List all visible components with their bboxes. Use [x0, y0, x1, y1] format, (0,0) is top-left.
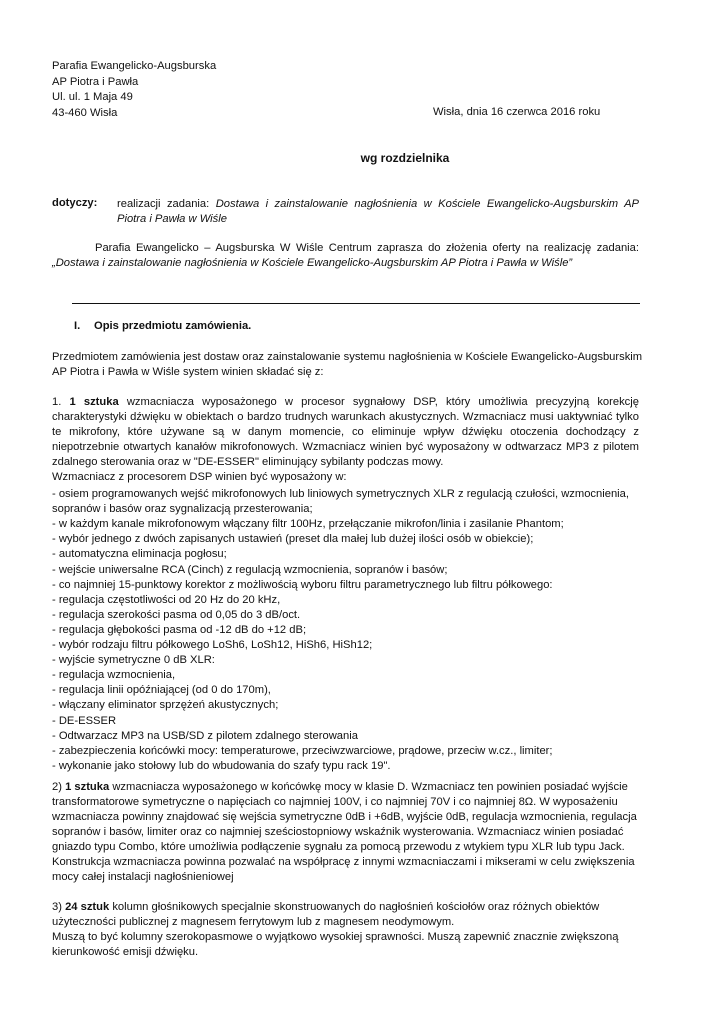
feature-item: - włączany eliminator sprzężeń akustycznych;	[52, 699, 279, 712]
feature-item: - wybór rodzaju filtru półkowego LoSh6, LoSh12, HiSh6, HiSh12;	[52, 639, 373, 651]
feature-item: - automatyczna eliminacja pogłosu;	[52, 548, 227, 561]
body-line: AP Piotra i Pawła w Wiśle system winien składać się z:	[52, 366, 324, 378]
item-2-line: wzmacniacza powinny znajdować się wejścia symetryczne 0dB i +6dB, wyjście 0dB, regulacja wzmocnienia, regulacja	[52, 811, 637, 823]
feature-item: - wybór jednego z dwóch zapisanych ustawień (preset dla małej lub dużej ilości osób w obiekcie);	[52, 533, 534, 546]
item-2-line: gniazdo typu Combo, które umożliwia podłączenie sygnału za pomocą przewodu z wtykiem typu XLR lub typu Jack.	[52, 841, 625, 853]
body-line: Przedmiotem zamówienia jest dostaw oraz zainstalowanie systemu nagłośnienia w Kościele Ewangelicko-Augsburskim	[52, 351, 643, 363]
sender-line: 43-460 Wisła	[52, 106, 118, 119]
item-text: kolumn głośnikowych specjalnie skonstruowanych do nagłośnień kościołów oraz różnych obiektów	[109, 901, 600, 913]
feature-item: - regulacja głębokości pasma od -12 dB do +12 dB;	[52, 623, 307, 636]
item-quantity: 1 sztuka	[69, 396, 119, 408]
item-1-line: Wzmacniacz z procesorem DSP winien być wyposażony w:	[52, 471, 347, 483]
item-1-line	[52, 395, 639, 410]
item-3-line: użyteczności publicznej z magnesem ferrytowym lub z magnesem neodymowym.	[52, 916, 455, 928]
feature-item: - zabezpieczenia końcówki mocy: temperaturowe, przeciwzwarciowe, prądowe, przeciw w.cz., limiter;	[52, 744, 553, 757]
subject-line: Piotra i Pawła w Wiśle	[117, 213, 227, 225]
item-1-line: charakterystyki dźwięku w obiektach o bardzo trudnych warunkach akustycznych. Wzmacniacz musi uaktywniać tylko	[52, 411, 639, 423]
item-quantity: 24 sztuk	[65, 901, 110, 913]
subject-label: dotyczy:	[52, 197, 98, 209]
feature-item: - regulacja linii opóźniającej (od 0 do 170m),	[52, 684, 271, 697]
horizontal-rule	[72, 303, 640, 304]
document-date: Wisła, dnia 16 czerwca 2016 roku	[433, 106, 601, 118]
section-heading	[74, 320, 251, 332]
feature-item: - Odtwarzacz MP3 na USB/SD z pilotem zdalnego sterowania	[52, 729, 358, 742]
feature-item: - DE-ESSER	[52, 714, 117, 727]
feature-item: - osiem programowanych wejść mikrofonowych lub liniowych symetrycznych XLR z regulacją czułości, wzmocnienia,	[52, 488, 629, 500]
item-1-line: te mikrofony, które używane są w danym momencie, co eliminuje wpływ dźwięku otoczenia dochodzący z	[52, 426, 639, 438]
item-number: 3)	[52, 901, 66, 913]
subject-prefix: realizacji zadania:	[117, 198, 216, 210]
item-number: 2)	[52, 781, 66, 793]
item-2-line: mocy całej instalacji nagłośnieniowej	[52, 871, 234, 883]
document-title: wg rozdzielnika	[360, 151, 450, 165]
item-text: wzmacniacza wyposażonego w procesor sygnałowy DSP, który umożliwia precyzyjną korekcję	[118, 396, 639, 408]
sender-line: Ul. ul. 1 Maja 49	[52, 91, 133, 103]
section-number: I.	[74, 320, 81, 332]
item-2-line: transformatorowe symetryczne o napięciach co najmniej 100V, i co najmniej 70V i co najmniej 8Ω. W wyposażeniu	[52, 796, 618, 808]
feature-item: - wykonanie jako stołowy lub do wbudowania do szafy typu rack 19".	[52, 759, 391, 772]
subject-text	[117, 197, 639, 227]
feature-item: - wyjście symetryczne 0 dB XLR:	[52, 654, 215, 667]
sender-address	[52, 59, 216, 121]
item-1-line: zdalnego sterowania oraz w "DE-ESSER" eliminujący sybilanty podczas mowy.	[52, 456, 444, 468]
feature-item: sopranów i basów oraz sygnalizacją przesterowania;	[52, 503, 313, 516]
item-quantity: 1 sztuka	[65, 781, 110, 793]
item-text: wzmacniacza wyposażonego w końcówkę mocy w klasie D. Wzmacniacz ten powinien posiadać wyjście	[109, 781, 628, 793]
item-2-line	[52, 780, 628, 795]
item-2-line: sopranów i basów, limiter oraz co najmniej sześciostopniowy wskaźnik wysterowania. Wzmacniacz winien posiadać	[52, 826, 624, 838]
item-3-line: kierunkowość emisji dźwięku.	[52, 946, 199, 958]
section-title: Opis przedmiotu zamówienia.	[94, 320, 252, 332]
subject-line: Dostawa i zainstalowanie nagłośnienia w Kościele Ewangelicko-Augsburskim AP	[215, 198, 639, 210]
intro-paragraph: Parafia Ewangelicko – Augsburska W Wiśle Centrum zaprasza do złożenia oferty na realizację zadania:	[95, 242, 639, 254]
item-number: 1.	[52, 396, 70, 408]
sender-line: AP Piotra i Pawła	[52, 75, 139, 88]
item-3-line	[52, 900, 599, 915]
item-1-line: niepotrzebnie otwartych kanałów mikrofonowych. Wzmacniacz winien być wyposażony w odtwarzacz MP3 z pilotem	[52, 441, 639, 453]
intro-paragraph: „Dostawa i zainstalowanie nagłośnienia w Kościele Ewangelicko-Augsburskim AP Piotra i Pawła w Wiśle”	[52, 257, 573, 269]
feature-item: - regulacja wzmocnienia,	[52, 669, 176, 682]
item-3-line: Muszą to być kolumny szerokopasmowe o wyjątkowo wysokiej sprawności. Muszą zapewnić znacznie zwiększoną	[52, 931, 619, 943]
sender-line: Parafia Ewangelicko-Augsburska	[52, 60, 217, 72]
feature-item: - regulacja częstotliwości od 20 Hz do 20 kHz,	[52, 593, 281, 606]
feature-item: - w każdym kanale mikrofonowym włączany filtr 100Hz, przełączanie mikrofon/linia i zasilanie Phantom;	[52, 518, 564, 531]
feature-item: - co najmniej 15-punktowy korektor z możliwością wyboru filtru parametrycznego lub filtru półkowego:	[52, 578, 553, 591]
feature-item: - regulacja szerokości pasma od 0,05 do 3 dB/oct.	[52, 608, 301, 621]
feature-item: - wejście uniwersalne RCA (Cinch) z regulacją wzmocnienia, sopranów i basów;	[52, 563, 448, 576]
item-2-line: Konstrukcja wzmacniacza powinna pozwalać na współpracę z innymi wzmacniaczami i mikserami w celu zwiększenia	[52, 856, 635, 868]
